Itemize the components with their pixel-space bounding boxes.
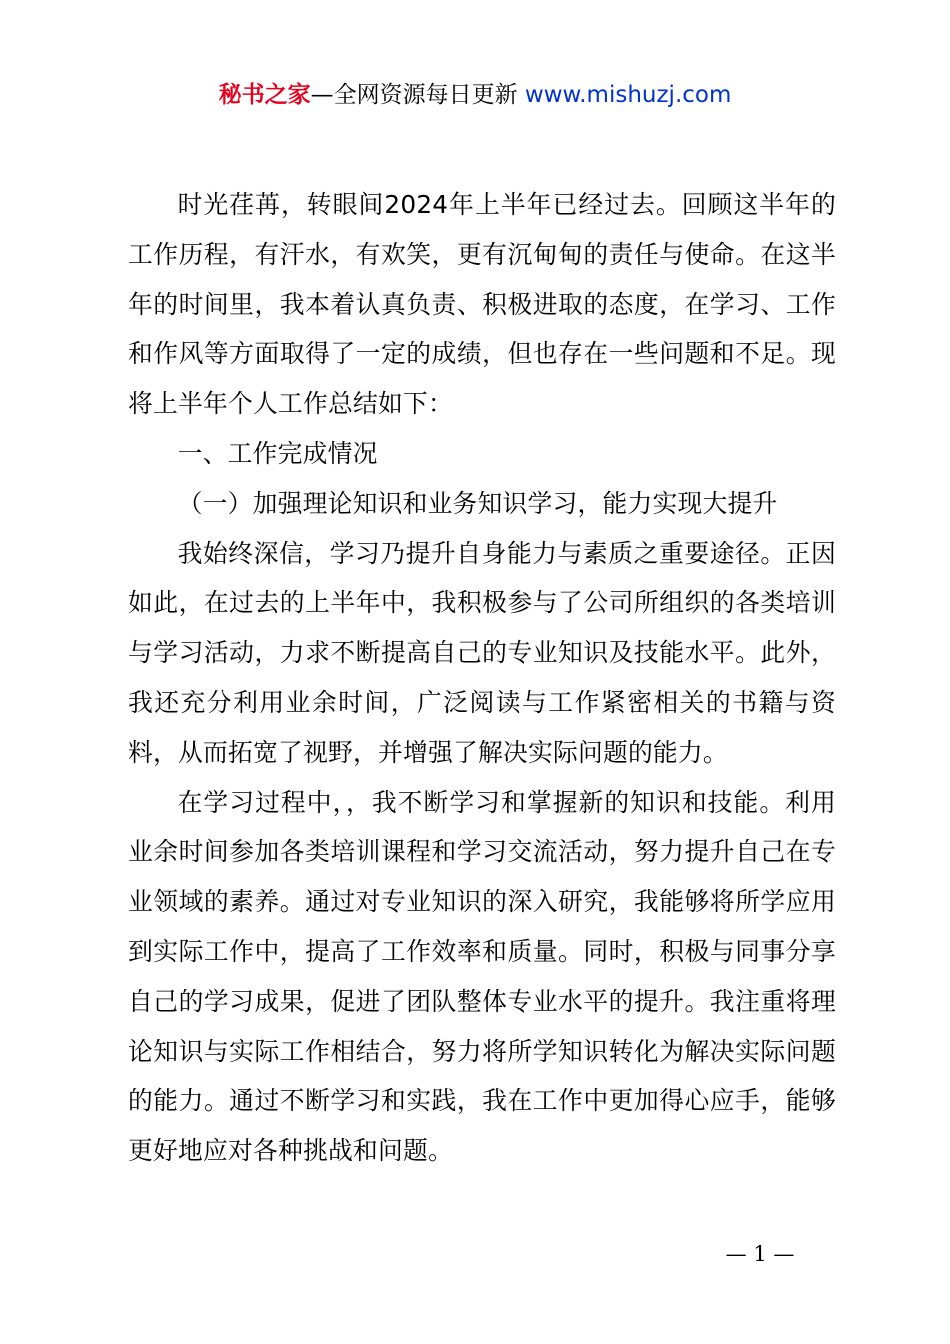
site-url-link[interactable]: www.mishuzj.com [524, 82, 732, 108]
body-paragraph: 在学习过程中，，我不断学习和掌握新的知识和技能。利用业余时间参加各类培训课程和学习交流活动，努力提升自己在专业领域的素养。通过对专业知识的深入研究，我能够将所学应用到实际工作中，提高了工作效率和质量。同时，积极与同事分享自己的学习成果，促进了团队整体专业水平的提升。我注重将理论知识与实际工作相结合，努力将所学知识转化为解决实际问题的能力。通过不断学习和实践，我在工作中更加得心应手，能够更好地应对各种挑战和问题。 [128, 787, 836, 1166]
subsection-heading: （一）加强理论知识和业务知识学习，能力实现大提升 [177, 488, 778, 518]
header-tagline: —全网资源每日更新 [310, 82, 525, 108]
intro-paragraph: 时光荏苒，转眼间2024年上半年已经过去。回顾这半年的工作历程，有汗水，有欢笑，更有沉甸甸的责任与使命。在这半年的时间里，我本着认真负责、积极进取的态度，在学习、工作和作风等方面取得了一定的成绩，但也存在一些问题和不足。现将上半年个人工作总结如下： [128, 190, 836, 419]
page-number: — 1 — [725, 1242, 795, 1266]
body-paragraph: 我始终深信，学习乃提升自身能力与素质之重要途径。正因如此，在过去的上半年中，我积极参与了公司所组织的各类培训与学习活动，力求不断提高自己的专业知识及技能水平。此外，我还充分利用业余时间，广泛阅读与工作紧密相关的书籍与资料，从而拓宽了视野，并增强了解决实际问题的能力。 [128, 538, 836, 767]
document-body [128, 180, 836, 1176]
site-name: 秘书之家 [218, 82, 311, 108]
page-header [0, 78, 950, 112]
section-heading: 一、工作完成情况 [177, 438, 378, 468]
